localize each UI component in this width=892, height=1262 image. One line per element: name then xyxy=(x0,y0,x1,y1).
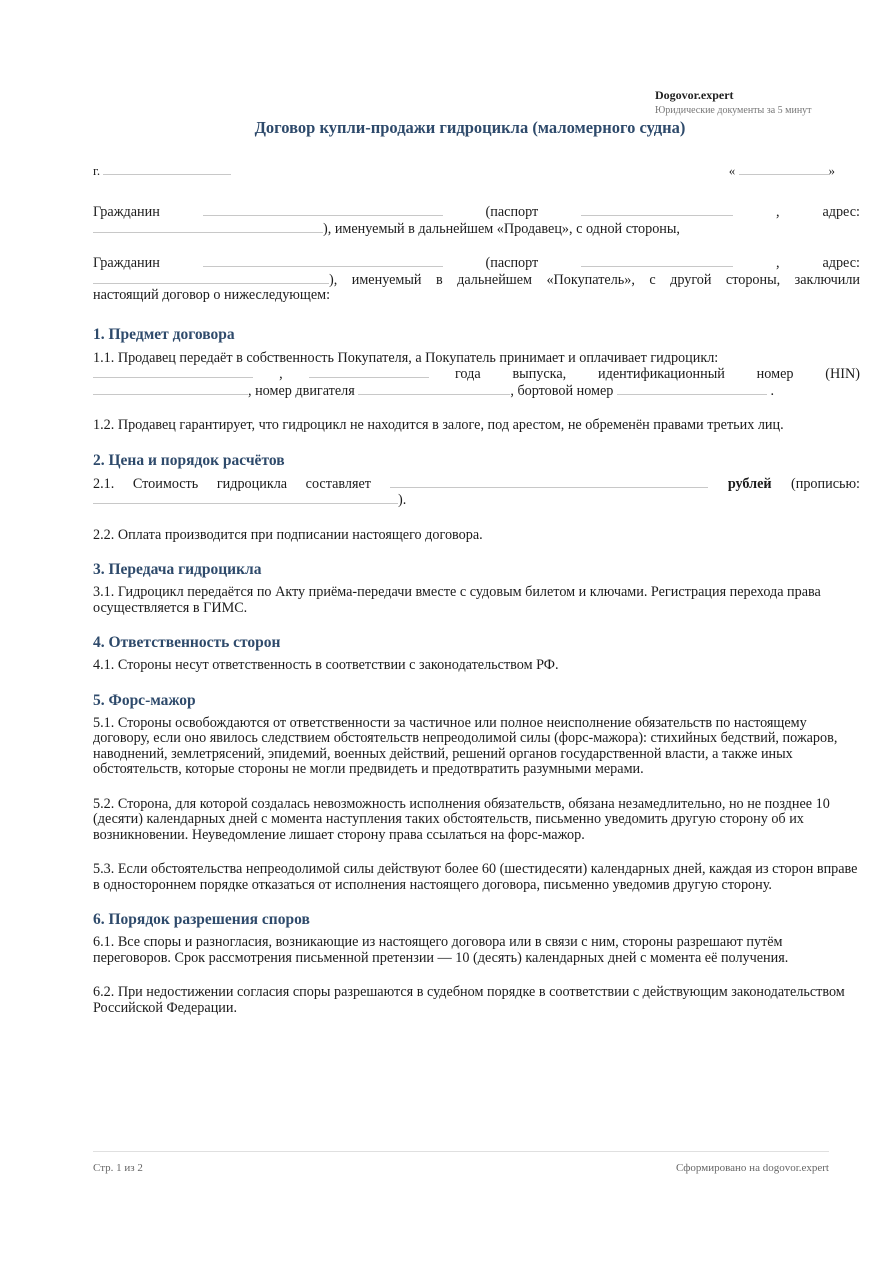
rubles-label: рублей xyxy=(727,475,772,492)
date-blank xyxy=(739,163,829,175)
party2-line3: настоящий договор о нижеследующем: xyxy=(93,287,331,303)
board-blank xyxy=(617,383,767,395)
clause-2-1-close: ). xyxy=(398,492,407,508)
clause-3-1: 3.1. Гидроцикл передаётся по Акту приёма-передачи вместе с судовым билетом и ключами. Регистрация перехода права осуществляется в ГИМС. xyxy=(93,584,821,616)
in-words-label: (прописью: xyxy=(791,475,860,492)
party1-line1 xyxy=(93,204,860,221)
engine-blank xyxy=(358,383,510,395)
party2-label: Гражданин xyxy=(93,255,160,271)
section-1-heading: 1. Предмет договора xyxy=(93,325,235,343)
brand-block xyxy=(655,88,812,118)
clause-1-1-year-text: года выпуска, идентификационный номер (HIN) xyxy=(454,366,860,382)
party2-line2 xyxy=(93,272,860,289)
brand-name: Dogovor.expert xyxy=(655,88,734,102)
clause-5-1: 5.1. Стороны освобождаются от ответственности за частичное или полное неисполнение обязательств по настоящему договору, если оно явилось следствием обстоятельств непреодолимой силы (форс-мажора): стихийных бедствий, пожаров, наводнений, землетрясений, эпидемий, военных действий, решений органов государственной власти, а также иных обстоятельств, которые стороны не могли предвидеть и предотвратить разумными мерами. xyxy=(93,714,838,777)
section-5-heading: 5. Форс-мажор xyxy=(93,691,196,709)
section-6-heading: 6. Порядок разрешения споров xyxy=(93,911,310,928)
footer-divider xyxy=(93,1151,829,1152)
document-body xyxy=(93,204,860,1016)
page-number: Стр. 1 из 2 xyxy=(93,1162,143,1174)
year-blank xyxy=(309,366,429,378)
city-prefix: г. xyxy=(93,163,101,178)
date-open-quote: « xyxy=(728,163,736,178)
party1-label: Гражданин xyxy=(93,204,160,220)
clause-1-1-line2 xyxy=(93,366,860,383)
party1-passport-label: (паспорт xyxy=(485,204,539,220)
clause-1-2: 1.2. Продавец гарантирует, что гидроцикл не находится в залоге, под арестом, не обременён правами третьих лиц. xyxy=(93,417,784,433)
party1-name-blank xyxy=(203,204,443,216)
party1-tail: ), именуемый в дальнейшем «Продавец», с одной стороны, xyxy=(323,220,680,237)
clause-2-1-line1 xyxy=(93,476,860,493)
party2-address-blank xyxy=(93,272,329,284)
brand-tagline: Юридические документы за 5 минут xyxy=(655,105,812,116)
board-label: , бортовой номер xyxy=(510,382,614,399)
clause-6-1: 6.1. Все споры и разногласия, возникающие из настоящего договора или в связи с ним, стороны разрешают путём переговоров. Срок рассмотрения письменной претензии — 10 (десять) календарных дней с момента её получения. xyxy=(93,934,789,966)
party1-address-blank xyxy=(93,221,323,233)
party1-passport-blank xyxy=(581,204,733,216)
party2-passport-label: (паспорт xyxy=(485,255,539,271)
city-blank xyxy=(103,163,231,175)
clause-1-1-line3 xyxy=(93,383,860,400)
section-3-heading: 3. Передача гидроцикла xyxy=(93,561,262,578)
party1-address-label: адрес: xyxy=(822,204,860,220)
party1-line2 xyxy=(93,221,860,238)
clause-5-2: 5.2. Сторона, для которой создалась невозможность исполнения обязательств, обязана незамедлительно, но не позднее 10 (десяти) календарных дней с момента наступления таких обстоятельств, письменно уведомить другую сторону об их возникновении. Неуведомление лишает сторону права ссылаться на форс-мажор. xyxy=(93,795,830,843)
party1-comma: , xyxy=(776,204,780,220)
hin-blank xyxy=(93,383,248,395)
generated-note: Сформировано на dogovor.expert xyxy=(675,1162,829,1174)
date-field xyxy=(729,163,835,179)
section-4-heading: 4. Ответственность сторон xyxy=(93,634,281,651)
clause-2-1-text: 2.1. Стоимость гидроцикла составляет xyxy=(93,475,371,492)
clause-4-1: 4.1. Стороны несут ответственность в соответствии с законодательством РФ. xyxy=(93,657,559,673)
clause-2-1-line2 xyxy=(93,492,860,509)
city-field xyxy=(93,163,231,179)
date-close-quote: » xyxy=(828,163,835,178)
price-blank xyxy=(390,476,708,488)
clause-1-1-intro: 1.1. Продавец передаёт в собственность Покупателя, а Покупатель принимает и оплачивает гидроцикл: xyxy=(93,349,719,366)
clause-1-1-comma: , xyxy=(279,366,283,382)
party2-name-blank xyxy=(203,255,443,267)
party2-comma: , xyxy=(776,255,780,271)
clause-1-1-dot: . xyxy=(770,382,775,399)
section-2-heading: 2. Цена и порядок расчётов xyxy=(93,451,285,469)
party2-address-label: адрес: xyxy=(822,255,860,271)
document-title: Договор купли-продажи гидроцикла (маломерного судна) xyxy=(254,118,686,137)
clause-6-2: 6.2. При недостижении согласия споры разрешаются в судебном порядке в соответствии с действующим законодательством Российской Федерации. xyxy=(93,984,845,1016)
model-blank xyxy=(93,366,253,378)
party2-line1 xyxy=(93,255,860,272)
party2-passport-blank xyxy=(581,255,733,267)
price-words-blank xyxy=(93,492,398,504)
clause-5-3: 5.3. Если обстоятельства непреодолимой силы действуют более 60 (шестидесяти) календарных дней, каждая из сторон вправе в одностороннем порядке отказаться от исполнения настоящего договора, письменно уведомив другую сторону. xyxy=(93,861,858,893)
party2-tail-a: ), именуемый в дальнейшем «Покупатель», с другой стороны, заключили xyxy=(329,271,860,288)
clause-2-2: 2.2. Оплата производится при подписании настоящего договора. xyxy=(93,526,483,543)
engine-label: , номер двигателя xyxy=(248,382,355,399)
